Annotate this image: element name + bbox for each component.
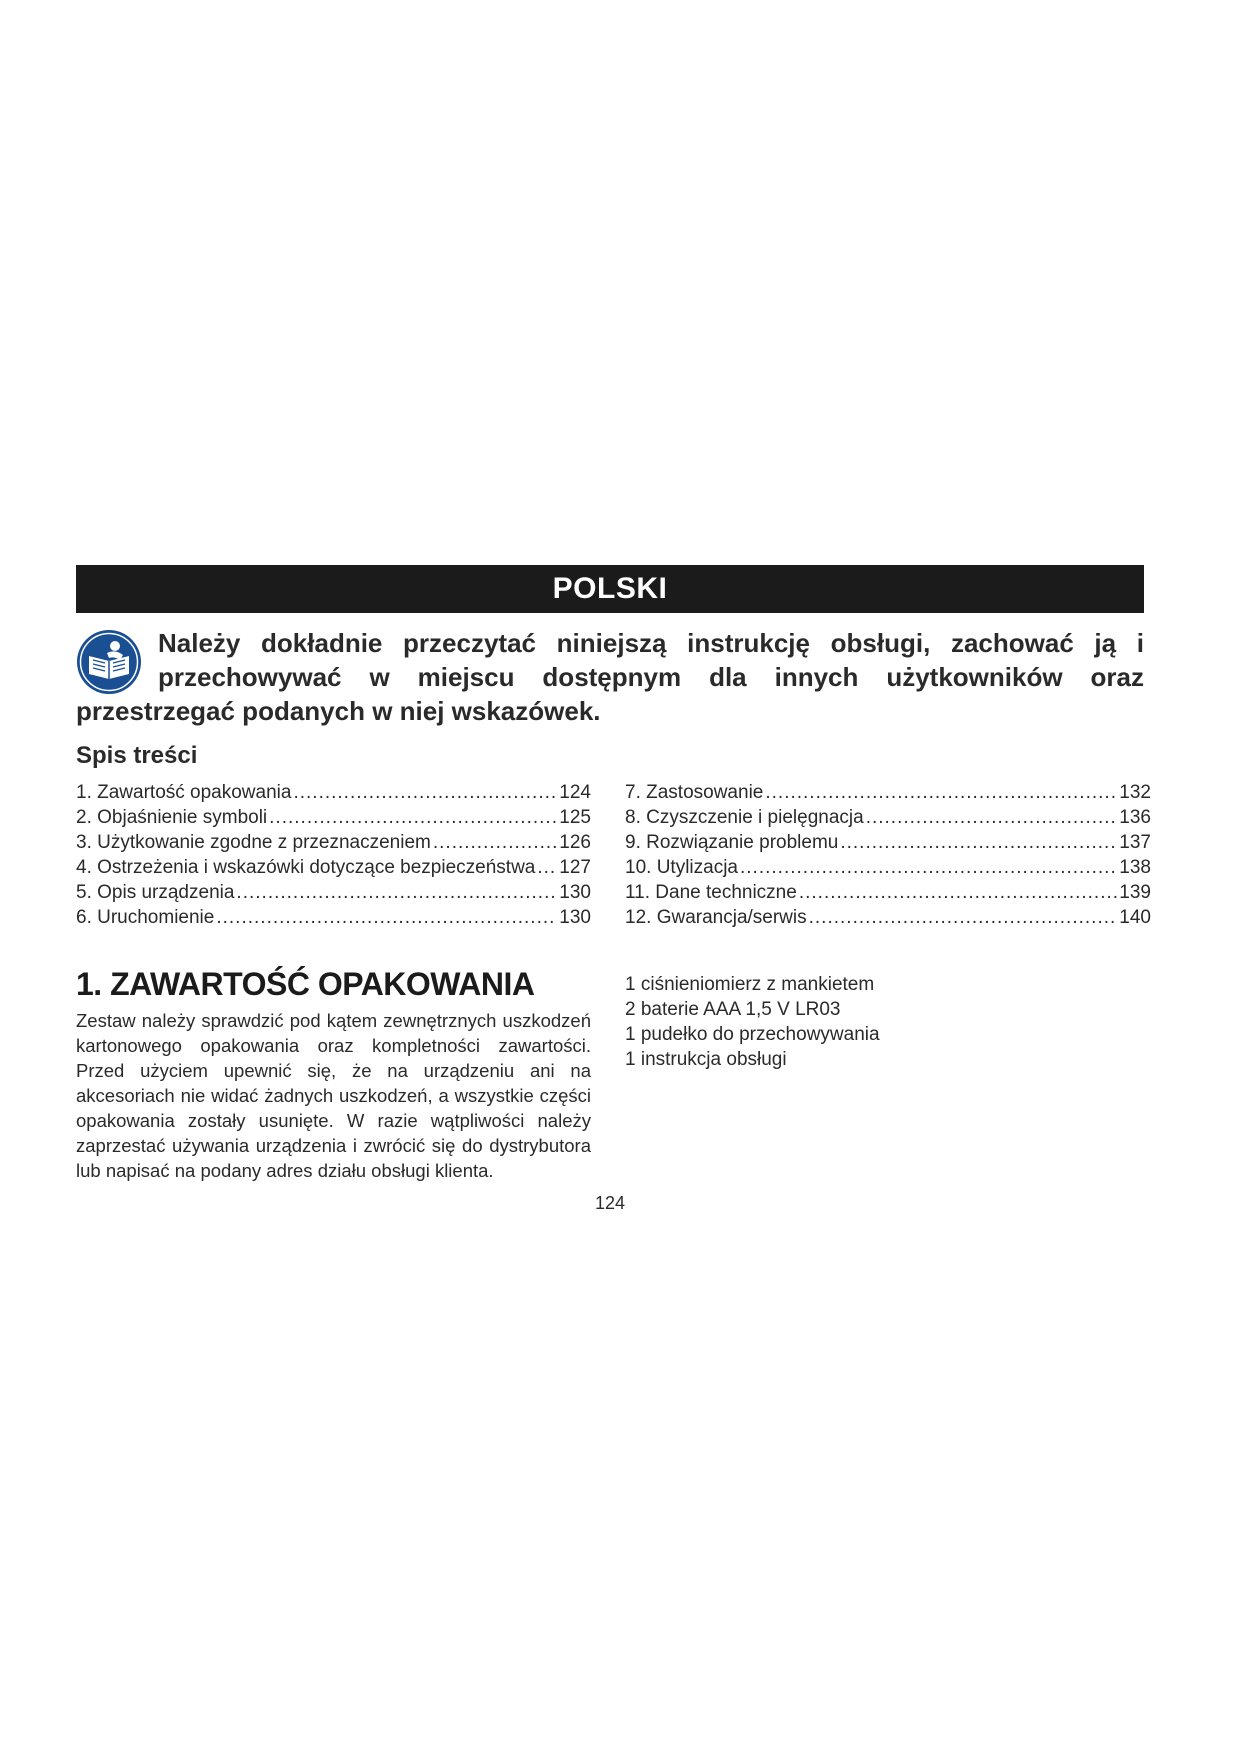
toc-entry[interactable]: 4. Ostrzeżenia i wskazówki dotyczące bezpieczeństwa ..... 127 (76, 855, 591, 880)
toc-entry[interactable]: 8. Czyszczenie i pielęgnacja ..... 136 (625, 805, 1151, 830)
toc-entry[interactable]: 1. Zawartość opakowania ..... 124 (76, 780, 591, 805)
list-item: 1 ciśnieniomierz z mankietem (625, 974, 875, 995)
toc-entry[interactable]: 5. Opis urządzenia ..... 130 (76, 880, 591, 905)
toc-entry[interactable]: 2. Objaśnienie symboli ..... 125 (76, 805, 591, 830)
read-manual-icon (76, 629, 142, 695)
toc-title: Spis treści (76, 742, 198, 769)
toc-entry[interactable]: 6. Uruchomienie ..... 130 (76, 905, 591, 930)
list-item: 1 pudełko do przechowywania (625, 1024, 880, 1045)
read-instructions-notice (76, 626, 1144, 730)
page-number: 124 (594, 1193, 626, 1213)
language-header: POLSKI (76, 565, 1144, 613)
toc-entry[interactable]: 12. Gwarancja/serwis ..... 140 (625, 905, 1151, 930)
package-contents-list (625, 972, 880, 1072)
section-body: Zestaw należy sprawdzić pod kątem zewnętrznych uszkodzeń kartonowego opakowania oraz kompletności zawartości. Przed użyciem upewnić się, że na urządzeniu ani na akcesoriach nie widać żadnych uszkodzeń, a wszystkie części opakowania zostały usunięte. W razie wątpliwości należy zaprzestać używania urządzenia i zwrócić się do dystrybutora lub napisać na podany adres działu obsługi klienta. (76, 1010, 591, 1181)
notice-text: Należy dokładnie przeczytać niniejszą instrukcję obsługi, zachować ją i przechowywać w miejscu dostępnym dla innych użytkowników oraz przestrzegać podanych w niej wskazówek. (76, 628, 1144, 726)
toc-entry[interactable]: 9. Rozwiązanie problemu ..... 137 (625, 830, 1151, 855)
section-title: 1. ZAWARTOŚĆ OPAKOWANIA (76, 966, 535, 1002)
toc-entry[interactable]: 10. Utylizacja ..... 138 (625, 855, 1151, 880)
toc-entry[interactable]: 7. Zastosowanie ..... 132 (625, 780, 1151, 805)
list-item: 2 baterie AAA 1,5 V LR03 (625, 999, 841, 1020)
toc-left-column (76, 780, 591, 930)
toc-right-column (625, 780, 1151, 930)
toc-entry[interactable]: 11. Dane techniczne ..... 139 (625, 880, 1151, 905)
list-item: 1 instrukcja obsługi (625, 1049, 787, 1070)
toc-entry[interactable]: 3. Użytkowanie zgodne z przeznaczeniem ..... 126 (76, 830, 591, 855)
